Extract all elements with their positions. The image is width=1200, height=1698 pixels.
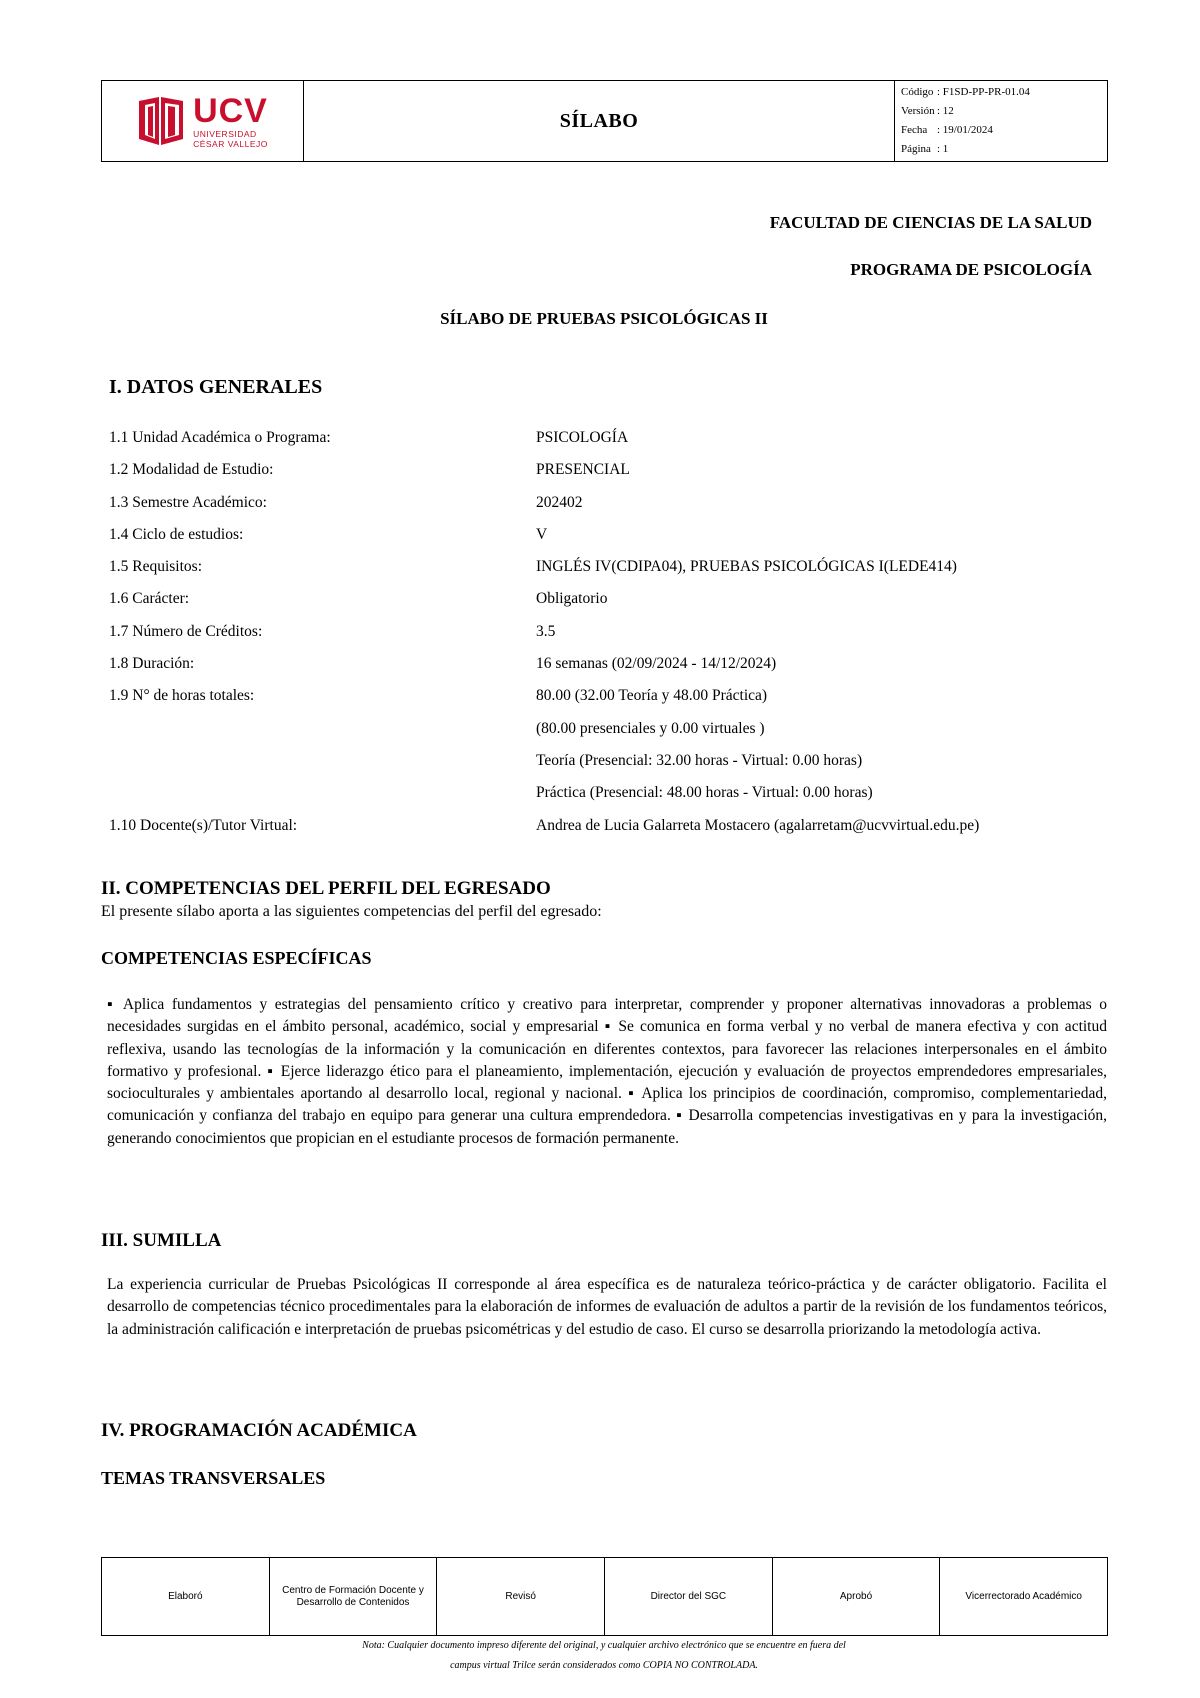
general-data-row	[109, 590, 1136, 622]
data-value: 16 semanas (02/09/2024 - 14/12/2024)	[536, 655, 777, 673]
section2-heading: II. COMPETENCIAS DEL PERFIL DEL EGRESADO	[101, 878, 551, 899]
data-value: Andrea de Lucia Galarreta Mostacero (agalarretam@ucvvirtual.edu.pe)	[536, 816, 980, 834]
syllabus-title: SÍLABO DE PRUEBAS PSICOLÓGICAS II	[440, 309, 768, 328]
data-value: 80.00 (32.00 Teoría y 48.00 Práctica)	[536, 687, 768, 705]
logo-brand: UCV	[193, 91, 268, 130]
header-title: SÍLABO	[304, 81, 895, 161]
footer-note-line1: Nota: Cualquier documento impreso diferente del original, y cualquier archivo electrónico que se encuentre en fuera del	[362, 1640, 846, 1651]
meta-value: : F1SD-PP-PR-01.04	[937, 86, 1030, 98]
data-value: Teoría (Presencial: 32.00 horas - Virtual: 0.00 horas)	[536, 751, 863, 769]
general-data-row	[109, 720, 1136, 752]
document-header	[101, 80, 1108, 162]
data-value: Obligatorio	[536, 590, 608, 608]
meta-key: Fecha	[901, 124, 928, 136]
ucv-emblem-icon	[137, 95, 187, 147]
general-data-row	[109, 526, 1136, 558]
logo-cell	[102, 81, 304, 161]
header-meta-row	[901, 121, 1107, 140]
meta-key: Código	[901, 86, 934, 98]
program-name: PROGRAMA DE PSICOLOGÍA	[850, 260, 1092, 279]
general-data-row	[109, 817, 1136, 849]
general-data-row	[109, 461, 1136, 493]
meta-key: Versión	[901, 105, 935, 117]
data-label: 1.3 Semestre Académico:	[109, 493, 267, 511]
data-value: V	[536, 525, 548, 543]
general-data-list	[109, 429, 1136, 849]
data-label: 1.2 Modalidad de Estudio:	[109, 461, 274, 479]
general-data-row	[109, 752, 1136, 784]
data-value: 202402	[536, 493, 583, 511]
logo-sub1: UNIVERSIDAD	[193, 128, 257, 139]
data-label: 1.7 Número de Créditos:	[109, 622, 263, 640]
header-meta-row	[901, 83, 1107, 102]
general-data-row	[109, 784, 1136, 816]
data-label: 1.10 Docente(s)/Tutor Virtual:	[109, 816, 298, 834]
data-value: PRESENCIAL	[536, 461, 630, 479]
section4-subheading: TEMAS TRANSVERSALES	[101, 1468, 326, 1488]
general-data-row	[109, 623, 1136, 655]
meta-value: : 12	[937, 105, 954, 117]
meta-value: : 19/01/2024	[937, 124, 993, 136]
section2-intro: El presente sílabo aporta a las siguientes competencias del perfil del egresado:	[101, 903, 602, 920]
general-data-row	[109, 558, 1136, 590]
approval-cell: Director del SGC	[605, 1558, 773, 1635]
faculty-name: FACULTAD DE CIENCIAS DE LA SALUD	[769, 213, 1092, 232]
data-value: 3.5	[536, 622, 556, 640]
footer-note-line2: campus virtual Trilce serán considerados como COPIA NO CONTROLADA.	[450, 1660, 758, 1671]
section1-heading: I. DATOS GENERALES	[109, 376, 323, 398]
general-data-row	[109, 655, 1136, 687]
meta-value: : 1	[937, 143, 949, 155]
approval-cell: Elaboró	[102, 1558, 270, 1635]
meta-key: Página	[901, 143, 931, 155]
data-label: 1.6 Carácter:	[109, 590, 190, 608]
section4-heading: IV. PROGRAMACIÓN ACADÉMICA	[101, 1420, 417, 1441]
data-value: Práctica (Presencial: 48.00 horas - Virtual: 0.00 horas)	[536, 784, 873, 802]
header-meta	[895, 81, 1107, 161]
header-meta-row	[901, 102, 1107, 121]
approval-cell: Aprobó	[773, 1558, 941, 1635]
competencies-text: ▪ Aplica fundamentos y estrategias del pensamiento crítico y creativo para interpretar, comprender y proponer alternativas innovadoras a problemas o necesidades surgidas en el ámbito personal, académico, social y empresarial ▪ Se comunica en forma verbal y no verbal de manera efectiva y con actitud reflexiva, usando las tecnologías de la información y la comunicación en diferentes contextos, para favorecer las relaciones interpersonales en el ámbito formativo y profesional. ▪ Ejerce liderazgo ético para el planeamiento, implementación, ejecución y evaluación de proyectos emprendedores empresariales, socioculturales y ambientales aportando al desarrollo local, regional y nacional. ▪ Aplica los principios de coordinación, compromiso, complementariedad, comunicación y confianza del trabajo en equipo para generar una cultura emprendedora. ▪ Desarrolla competencias investigativas en y para la investigación, generando conocimientos que propician en el estudiante procesos de formación permanente.	[107, 996, 1107, 1147]
header-meta-row	[901, 140, 1107, 159]
general-data-row	[109, 687, 1136, 719]
data-label: 1.8 Duración:	[109, 655, 195, 673]
data-label: 1.4 Ciclo de estudios:	[109, 525, 244, 543]
data-value: INGLÉS IV(CDIPA04), PRUEBAS PSICOLÓGICAS I(LEDE414)	[536, 558, 957, 576]
ucv-logo	[137, 91, 268, 149]
data-label: 1.1 Unidad Académica o Programa:	[109, 429, 331, 446]
approval-cell: Centro de Formación Docente y Desarrollo de Contenidos	[270, 1558, 438, 1635]
general-data-row	[109, 429, 1136, 461]
general-data-row	[109, 494, 1136, 526]
data-value: PSICOLOGÍA	[536, 429, 629, 446]
data-label: 1.9 N° de horas totales:	[109, 687, 255, 705]
data-label: 1.5 Requisitos:	[109, 558, 203, 576]
section3-heading: III. SUMILLA	[101, 1230, 222, 1251]
section2-subheading: COMPETENCIAS ESPECÍFICAS	[101, 948, 372, 968]
approval-cell: Vicerrectorado Académico	[965, 1590, 1082, 1602]
sumilla-text: La experiencia curricular de Pruebas Psicológicas II corresponde al área específica es de naturaleza teórico-práctica y de carácter obligatorio. Facilita el desarrollo de competencias técnico procedimentales para la elaboración de informes de evaluación de adultos a partir de la revisión de los fundamentos teóricos, la administración calificación e interpretación de pruebas psicométricas y del estudio de caso. El curso se desarrolla priorizando la metodología activa.	[107, 1276, 1107, 1338]
approval-cell: Revisó	[437, 1558, 605, 1635]
data-value: (80.00 presenciales y 0.00 virtuales )	[536, 719, 765, 737]
logo-sub2: CÉSAR VALLEJO	[193, 139, 268, 149]
approval-table	[101, 1557, 1108, 1636]
